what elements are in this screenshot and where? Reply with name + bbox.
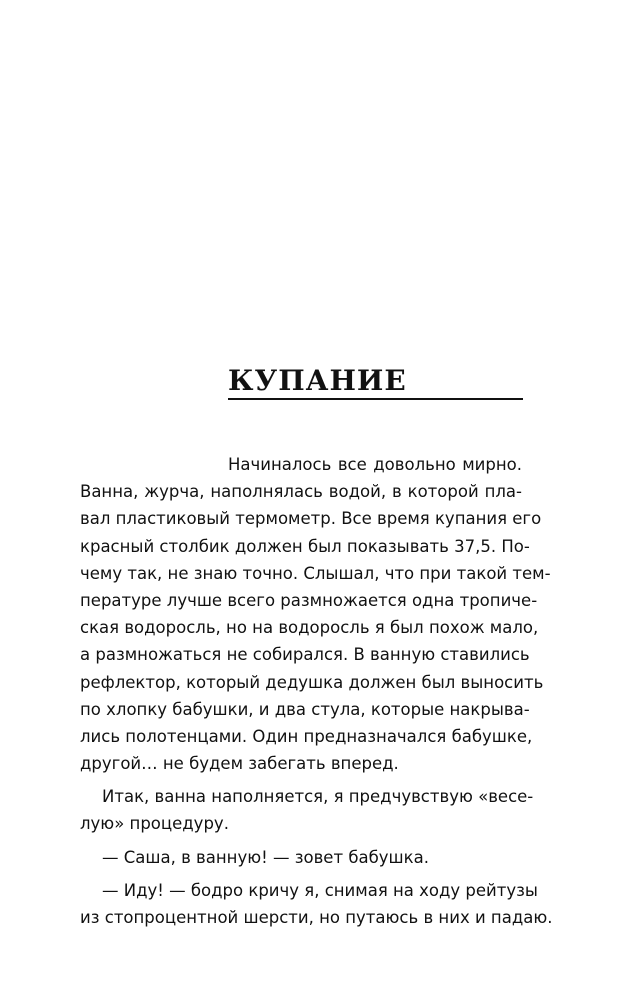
text-line: чему так, не знаю точно. Слышал, что при такой тем-	[80, 563, 551, 583]
text-line: лую» процедуру.	[80, 814, 229, 834]
text-line: другой… не будем забегать вперед.	[80, 754, 399, 774]
text-line: Ванна, журча, наполнялась водой, в которой пла-	[80, 482, 522, 502]
body-text	[80, 451, 553, 931]
text-line: а размножаться не собирался. В ванную ставились	[80, 645, 530, 665]
text-line: вал пластиковый термометр. Все время купания его	[80, 509, 542, 529]
text-line: рефлектор, который дедушка должен был выносить	[80, 672, 544, 692]
text-line: из стопроцентной шерсти, но путаюсь в них и падаю.	[80, 908, 553, 927]
text-line: пературе лучше всего размножается одна тропиче-	[80, 590, 538, 610]
dialogue-line: — Саша, в ванную! — зовет бабушка.	[102, 847, 429, 867]
chapter-title: КУПАНИЕ	[228, 364, 407, 397]
text-line: красный столбик должен был показывать 37,5. По-	[80, 536, 530, 556]
title-underline	[228, 398, 523, 400]
text-line: Начиналось все довольно мирно.	[228, 455, 522, 474]
text-line: Итак, ванна наполняется, я предчувствую «весе-	[102, 787, 534, 807]
text-line: лись полотенцами. Один предназначался бабушке,	[80, 726, 533, 746]
dialogue-line: — Иду! — бодро кричу я, снимая на ходу рейтузы	[102, 880, 538, 900]
text-line: ская водоросль, но на водоросль я был похож мало,	[80, 618, 539, 638]
text-line: по хлопку бабушки, и два стула, которые накрыва-	[80, 699, 530, 719]
